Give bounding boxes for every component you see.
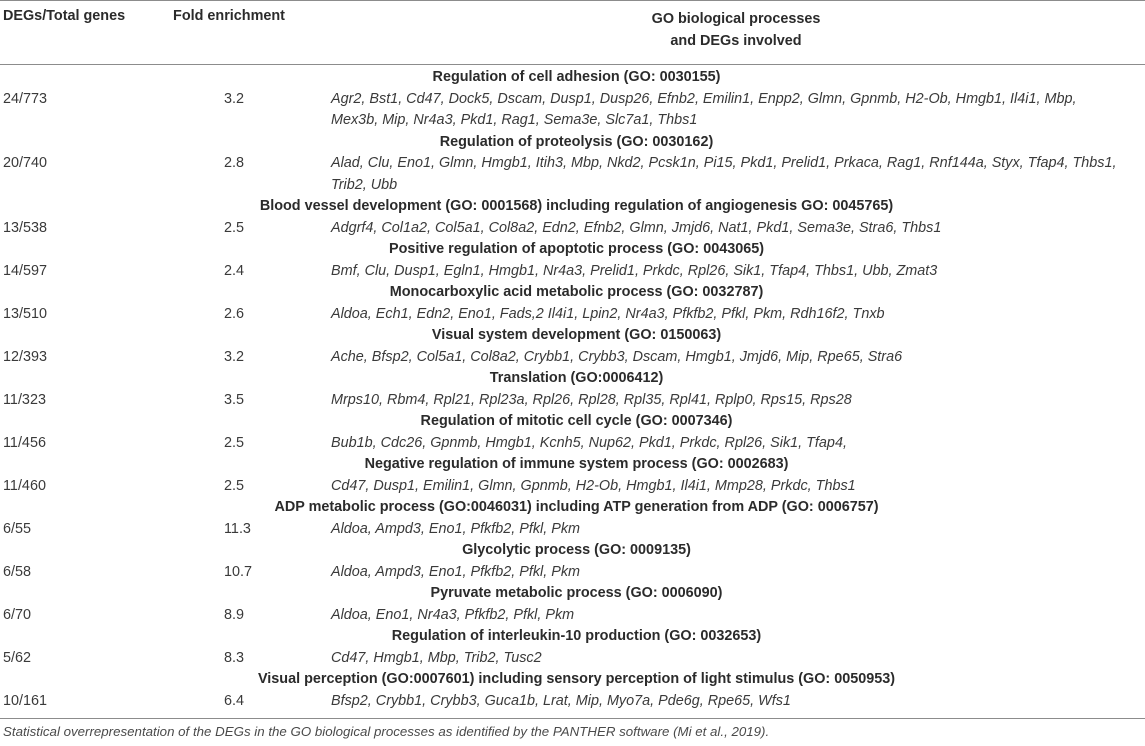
degs-total-cell: 6/70 xyxy=(3,606,32,623)
header-go-processes xyxy=(328,8,1144,52)
go-section xyxy=(0,196,1145,239)
table-row xyxy=(0,390,1145,412)
degs-total-cell: 11/323 xyxy=(3,391,46,408)
genes-line: Bmf, Clu, Dusp1, Egln1, Hmgb1, Nr4a3, Prelid1, Prkdc, Rpl26, Sik1, Tfap4, Thbs1, Ubb, Zmat3 xyxy=(331,262,938,279)
fold-enrichment-cell: 2.4 xyxy=(224,262,245,279)
degs-total-cell: 14/597 xyxy=(3,262,48,279)
genes-cell xyxy=(331,347,1121,369)
go-process-title: Translation (GO:0006412) xyxy=(489,370,664,386)
degs-total-cell: 6/58 xyxy=(3,563,32,580)
genes-line: Mex3b, Mip, Nr4a3, Pkd1, Rag1, Sema3e, Slc7a1, Thbs1 xyxy=(331,112,698,128)
go-section xyxy=(0,132,1145,197)
go-section xyxy=(0,669,1145,712)
genes-cell xyxy=(331,390,1121,412)
go-process-title: Regulation of mitotic cell cycle (GO: 0007346) xyxy=(420,413,733,429)
genes-line: Aldoa, Ampd3, Eno1, Pfkfb2, Pfkl, Pkm xyxy=(331,563,581,580)
table-bottom-rule xyxy=(0,718,1145,719)
fold-enrichment-cell: 6.4 xyxy=(224,692,245,709)
genes-line: Aldoa, Ampd3, Eno1, Pfkfb2, Pfkl, Pkm xyxy=(331,520,581,537)
table-row xyxy=(0,476,1145,498)
genes-line: Mrps10, Rbm4, Rpl21, Rpl23a, Rpl26, Rpl28, Rpl35, Rpl41, Rplp0, Rps15, Rps28 xyxy=(331,391,852,408)
header-go-line1: GO biological processes xyxy=(651,11,821,27)
table-row xyxy=(0,218,1145,240)
go-section xyxy=(0,540,1145,583)
fold-enrichment-cell: 8.9 xyxy=(224,606,245,623)
table-body xyxy=(0,67,1145,712)
genes-line: Trib2, Ubb xyxy=(331,176,398,193)
header-bottom-rule xyxy=(0,64,1145,65)
table-row xyxy=(0,691,1145,713)
go-section xyxy=(0,411,1145,454)
table-caption: Statistical overrepresentation of the DEGs in the GO biological processes as identified by the PANTHER software (Mi et al., 2019). xyxy=(3,724,770,739)
degs-total-cell: 5/62 xyxy=(3,649,32,666)
fold-enrichment-cell: 3.2 xyxy=(224,348,245,365)
go-process-title: ADP metabolic process (GO:0046031) including ATP generation from ADP (GO: 0006757) xyxy=(274,499,879,515)
table-row xyxy=(0,261,1145,283)
genes-line: Cd47, Hmgb1, Mbp, Trib2, Tusc2 xyxy=(331,649,542,666)
go-process-title: Visual system development (GO: 0150063) xyxy=(431,327,722,343)
go-section xyxy=(0,454,1145,497)
degs-total-cell: 11/460 xyxy=(3,477,46,494)
genes-line: Adgrf4, Col1a2, Col5a1, Col8a2, Edn2, Efnb2, Glmn, Jmjd6, Nat1, Pkd1, Sema3e, Stra6, Thbs1 xyxy=(331,219,942,236)
genes-cell xyxy=(331,605,1121,627)
go-section xyxy=(0,626,1145,669)
header-go-line2: and DEGs involved xyxy=(670,33,802,49)
go-section xyxy=(0,325,1145,368)
genes-cell xyxy=(331,218,1121,240)
degs-total-cell: 13/538 xyxy=(3,219,48,236)
genes-line: Agr2, Bst1, Cd47, Dock5, Dscam, Dusp1, Dusp26, Efnb2, Emilin1, Enpp2, Glmn, Gpnmb, H2-Ob, Hmgb1, Il4i1, Mbp, xyxy=(331,90,1077,107)
table-row xyxy=(0,519,1145,541)
fold-enrichment-cell: 8.3 xyxy=(224,649,245,666)
genes-line: Bfsp2, Crybb1, Crybb3, Guca1b, Lrat, Mip, Myo7a, Pde6g, Rpe65, Wfs1 xyxy=(331,692,791,709)
degs-total-cell: 20/740 xyxy=(3,155,48,171)
go-section xyxy=(0,67,1145,132)
go-process-title: Blood vessel development (GO: 0001568) including regulation of angiogenesis GO: 0045765) xyxy=(259,198,894,214)
degs-total-cell: 6/55 xyxy=(3,520,32,537)
degs-total-cell: 10/161 xyxy=(3,692,48,709)
go-process-title: Glycolytic process (GO: 0009135) xyxy=(462,542,691,558)
table-row xyxy=(0,648,1145,670)
go-section xyxy=(0,282,1145,325)
go-process-title: Negative regulation of immune system process (GO: 0002683) xyxy=(364,456,789,472)
genes-line: Aldoa, Eno1, Nr4a3, Pfkfb2, Pfkl, Pkm xyxy=(331,606,575,623)
genes-cell xyxy=(331,89,1121,132)
genes-cell xyxy=(331,153,1121,196)
table-row xyxy=(0,347,1145,369)
genes-line: Alad, Clu, Eno1, Glmn, Hmgb1, Itih3, Mbp, Nkd2, Pcsk1n, Pi15, Pkd1, Prelid1, Prkaca, Rag1, Rnf144a, Styx, Tfap4, Thbs1, xyxy=(331,155,1117,171)
table-header xyxy=(0,0,1145,62)
genes-line: Ache, Bfsp2, Col5a1, Col8a2, Crybb1, Crybb3, Dscam, Hmgb1, Jmjd6, Mip, Rpe65, Stra6 xyxy=(331,348,903,365)
go-section xyxy=(0,497,1145,540)
genes-cell xyxy=(331,648,1121,670)
degs-total-cell: 24/773 xyxy=(3,90,48,107)
header-degs-total-genes: DEGs/Total genes xyxy=(3,8,126,24)
genes-cell xyxy=(331,519,1121,541)
go-process-title: Visual perception (GO:0007601) including sensory perception of light stimulus (GO: 0050953) xyxy=(257,671,896,687)
go-section xyxy=(0,239,1145,282)
fold-enrichment-cell: 2.5 xyxy=(224,219,245,236)
genes-cell xyxy=(331,433,1121,455)
table-row xyxy=(0,562,1145,584)
go-process-title: Monocarboxylic acid metabolic process (GO: 0032787) xyxy=(389,284,764,300)
genes-cell xyxy=(331,304,1121,326)
fold-enrichment-cell: 2.5 xyxy=(224,434,245,451)
table-row xyxy=(0,433,1145,455)
table-row xyxy=(0,304,1145,326)
header-fold-enrichment: Fold enrichment xyxy=(173,8,285,24)
genes-line: Cd47, Dusp1, Emilin1, Glmn, Gpnmb, H2-Ob, Hmgb1, Il4i1, Mmp28, Prkdc, Thbs1 xyxy=(331,477,856,494)
genes-cell xyxy=(331,691,1121,713)
fold-enrichment-cell: 11.3 xyxy=(224,520,251,537)
fold-enrichment-cell: 2.5 xyxy=(224,477,245,494)
degs-total-cell: 13/510 xyxy=(3,305,48,322)
genes-line: Bub1b, Cdc26, Gpnmb, Hmgb1, Kcnh5, Nup62, Pkd1, Prkdc, Rpl26, Sik1, Tfap4, xyxy=(331,434,847,451)
genes-cell xyxy=(331,261,1121,283)
table-row xyxy=(0,605,1145,627)
fold-enrichment-cell: 3.5 xyxy=(224,391,245,408)
go-section xyxy=(0,368,1145,411)
genes-cell xyxy=(331,476,1121,498)
go-process-title: Pyruvate metabolic process (GO: 0006090) xyxy=(430,585,723,601)
fold-enrichment-cell: 2.6 xyxy=(224,305,245,322)
degs-total-cell: 12/393 xyxy=(3,348,48,365)
go-process-title: Positive regulation of apoptotic process (GO: 0043065) xyxy=(388,241,765,257)
genes-cell xyxy=(331,562,1121,584)
go-process-title: Regulation of proteolysis (GO: 0030162) xyxy=(439,133,714,150)
genes-line: Aldoa, Ech1, Edn2, Eno1, Fads,2 Il4i1, Lpin2, Nr4a3, Pfkfb2, Pfkl, Pkm, Rdh16f2, Tnxb xyxy=(331,305,885,322)
go-section xyxy=(0,583,1145,626)
degs-total-cell: 11/456 xyxy=(3,434,46,451)
go-process-title: Regulation of interleukin-10 production (GO: 0032653) xyxy=(391,628,762,644)
fold-enrichment-cell: 3.2 xyxy=(224,90,245,107)
go-process-title: Regulation of cell adhesion (GO: 0030155) xyxy=(432,69,721,85)
fold-enrichment-cell: 2.8 xyxy=(224,155,245,171)
table-row xyxy=(0,89,1145,132)
table-row xyxy=(0,153,1145,196)
fold-enrichment-cell: 10.7 xyxy=(224,563,253,580)
